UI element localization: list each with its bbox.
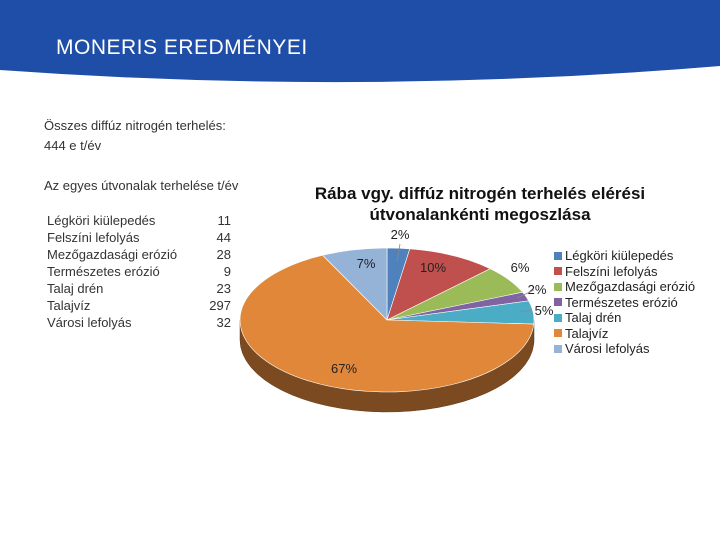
pie-data-label: 6% [510, 260, 530, 275]
legend-item [554, 264, 695, 280]
legend-item [554, 248, 695, 264]
pie-data-label: 2% [527, 282, 547, 297]
legend-swatch [554, 329, 562, 337]
pie-data-label: 7% [356, 256, 376, 271]
route-value: 28 [216, 247, 231, 262]
pie-data-label: 67% [330, 361, 358, 376]
route-value: 11 [217, 213, 231, 228]
legend-swatch [554, 283, 562, 291]
route-name: Felszíni lefolyás [47, 230, 140, 245]
page-title: MONERIS EREDMÉNYEI [56, 36, 308, 59]
route-value: 297 [209, 298, 231, 313]
route-name: Légköri kiülepedés [47, 213, 156, 228]
pie-data-label: 10% [419, 260, 447, 275]
chart-title: Rába vgy. diffúz nitrogén terhelés elérési útvonalankénti megoszlása [314, 184, 646, 224]
legend-item [554, 310, 695, 326]
total-load-label: Összes diffúz nitrogén terhelés: [44, 118, 226, 133]
legend-label: Természetes erózió [565, 294, 678, 310]
legend-label: Talaj drén [565, 310, 622, 325]
legend-item [554, 279, 695, 295]
route-name: Talajvíz [47, 298, 91, 313]
route-name: Talaj drén [47, 281, 104, 296]
pie-data-label: 5% [534, 303, 554, 318]
route-name: Városi lefolyás [47, 315, 132, 330]
route-name: Természetes erózió [47, 264, 160, 279]
legend-swatch [554, 298, 562, 306]
legend-label: Légköri kiülepedés [565, 248, 674, 263]
pie-data-label: 2% [390, 227, 410, 242]
total-load-value: 444 e t/év [44, 138, 102, 153]
legend-swatch [554, 267, 562, 275]
legend-label: Városi lefolyás [565, 341, 650, 356]
route-value: 9 [223, 264, 231, 279]
legend-swatch [554, 345, 562, 353]
route-value: 44 [216, 230, 231, 245]
chart-legend [554, 248, 695, 357]
route-value: 32 [216, 315, 231, 330]
legend-item [554, 341, 695, 357]
routes-heading: Az egyes útvonalak terhelése t/év [44, 178, 239, 193]
legend-swatch [554, 252, 562, 260]
route-value: 23 [216, 281, 231, 296]
legend-item [554, 326, 695, 342]
legend-swatch [554, 314, 562, 322]
legend-label: Felszíni lefolyás [565, 263, 658, 279]
route-name: Mezőgazdasági erózió [47, 247, 178, 262]
legend-item [554, 295, 695, 311]
legend-label: Talajvíz [565, 325, 609, 341]
legend-label: Mezőgazdasági erózió [565, 279, 696, 294]
